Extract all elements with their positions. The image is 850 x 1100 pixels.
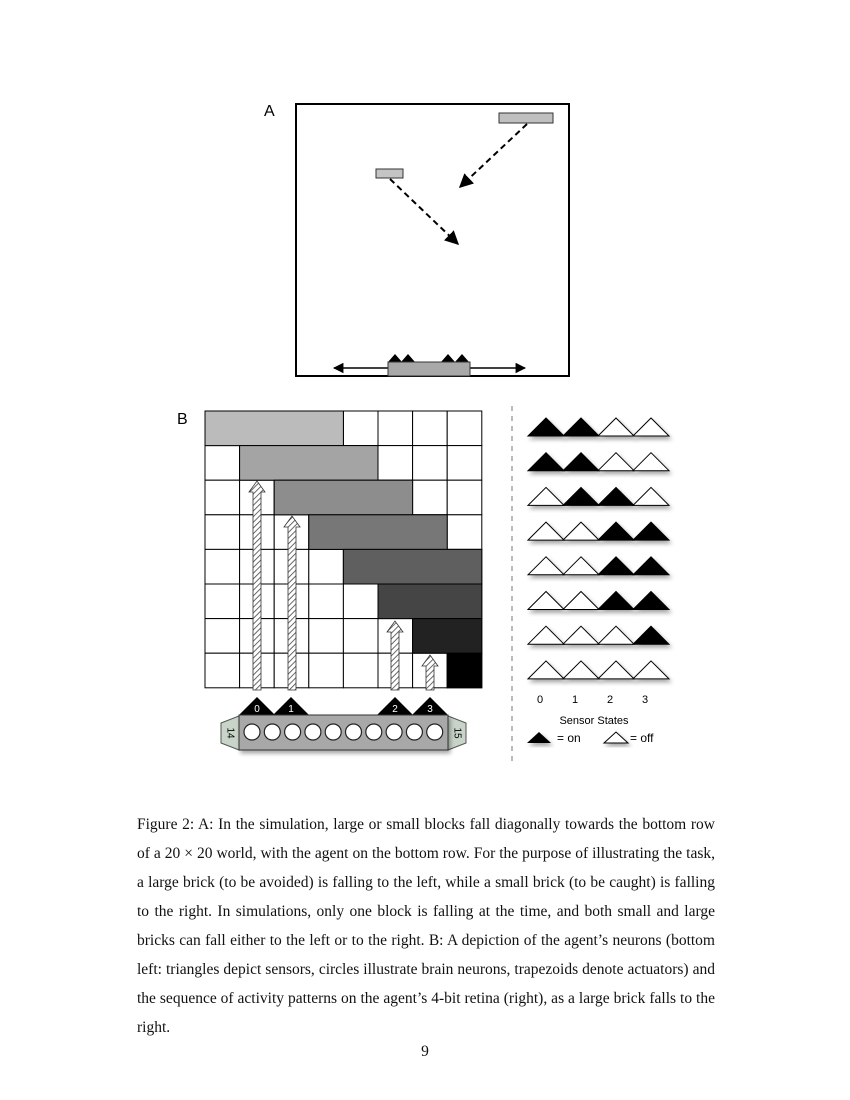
sensor-column-label-2: 2 xyxy=(606,694,614,706)
sensor-state-r7-c1-off xyxy=(563,661,599,679)
sensor-state-r3-c1-off xyxy=(563,522,599,540)
small-block-trajectory-arrow xyxy=(390,179,458,244)
falling-brick-row-4 xyxy=(343,549,481,584)
grid-cell xyxy=(343,584,378,619)
brain-neuron-8 xyxy=(406,724,422,740)
sensor-state-r4-c0-off xyxy=(528,557,564,575)
sensor-state-r7-c2-off xyxy=(598,661,634,679)
sensor-state-r5-c1-off xyxy=(563,592,599,610)
panel-b-label: B xyxy=(177,411,188,428)
paddle-sensor-2 xyxy=(441,354,455,362)
legend-title: Sensor States xyxy=(559,715,629,727)
grid-cell xyxy=(205,549,240,584)
sensor-state-r1-c2-off xyxy=(598,453,634,471)
sensor-state-r2-c2-on xyxy=(598,487,634,505)
sensor-state-r0-c2-off xyxy=(598,418,634,436)
sensor-column-labels xyxy=(537,694,648,706)
brain-neuron-6 xyxy=(366,724,382,740)
falling-brick-row-5 xyxy=(378,584,482,619)
falling-brick-row-2 xyxy=(274,480,412,515)
paddle-sensor-0 xyxy=(388,354,402,362)
grid-cell xyxy=(205,515,240,550)
grid-cell xyxy=(447,411,482,446)
sensor-state-r0-c3-off xyxy=(633,418,669,436)
falling-brick-row-3 xyxy=(309,515,447,550)
figure-caption xyxy=(137,810,715,1042)
sensor-state-r2-c0-off xyxy=(528,487,564,505)
grid-cell xyxy=(447,446,482,481)
sensor-state-r2-c3-off xyxy=(633,487,669,505)
grid-cell xyxy=(205,653,240,688)
sensor-state-r1-c0-on xyxy=(528,453,564,471)
sensor-state-r0-c0-on xyxy=(528,418,564,436)
grid-cell xyxy=(447,515,482,550)
sensor-state-r0-c1-on xyxy=(563,418,599,436)
falling-brick-row-7 xyxy=(447,653,482,688)
grid-cell xyxy=(205,619,240,654)
brain-neuron-9 xyxy=(427,724,443,740)
grid-cell xyxy=(343,619,378,654)
small-block xyxy=(376,169,403,178)
brain-neuron-7 xyxy=(386,724,402,740)
brain-neuron-4 xyxy=(325,724,341,740)
grid-cell xyxy=(343,653,378,688)
paddle-body xyxy=(388,362,470,376)
paddle-sensor-1 xyxy=(401,354,415,362)
sensor-states-grid xyxy=(528,418,669,679)
sensor-state-r3-c0-off xyxy=(528,522,564,540)
sensor-state-r1-c3-off xyxy=(633,453,669,471)
sensor-0-label: 0 xyxy=(254,704,260,715)
agent-brain xyxy=(221,697,466,750)
sensor-state-r3-c2-on xyxy=(598,522,634,540)
sensor-state-r5-c3-on xyxy=(633,592,669,610)
panel-a xyxy=(264,103,569,376)
grid-cell xyxy=(205,446,240,481)
grid-cell xyxy=(309,549,344,584)
panel-b xyxy=(177,406,669,765)
grid-cell xyxy=(413,446,448,481)
grid-cell xyxy=(343,411,378,446)
sensor-state-r7-c0-off xyxy=(528,661,564,679)
sensor-state-r2-c1-on xyxy=(563,487,599,505)
sensor-state-r7-c3-off xyxy=(633,661,669,679)
sensor-state-r5-c0-off xyxy=(528,592,564,610)
large-block-trajectory-arrow xyxy=(460,124,527,187)
sensor-state-r4-c2-on xyxy=(598,557,634,575)
grid-cell xyxy=(205,584,240,619)
grid-cell xyxy=(309,584,344,619)
sensor-state-r1-c1-on xyxy=(563,453,599,471)
paddle-sensor-3 xyxy=(455,354,469,362)
falling-brick-row-6 xyxy=(413,619,482,654)
grid-cell xyxy=(205,480,240,515)
grid-cell xyxy=(378,446,413,481)
brick-fall-grid xyxy=(205,411,482,688)
brain-neuron-1 xyxy=(264,724,280,740)
sensor-1-label: 1 xyxy=(288,704,294,715)
agent-paddle xyxy=(334,354,525,376)
actuator-15-label: 15 xyxy=(451,727,463,739)
actuator-14-label: 14 xyxy=(224,727,236,739)
sensor-column-label-0: 0 xyxy=(536,694,544,706)
sensor-column-label-3: 3 xyxy=(641,694,649,706)
sensor-state-r3-c3-on xyxy=(633,522,669,540)
brain-neuron-5 xyxy=(346,724,362,740)
world-frame xyxy=(296,104,569,376)
grid-cell xyxy=(378,411,413,446)
sensor-state-r5-c2-on xyxy=(598,592,634,610)
grid-cell xyxy=(309,619,344,654)
sensor-state-r4-c3-on xyxy=(633,557,669,575)
grid-cell xyxy=(413,411,448,446)
falling-brick-row-0 xyxy=(205,411,343,446)
legend-on-icon xyxy=(527,732,551,743)
falling-brick-row-1 xyxy=(240,446,378,481)
caption-text: Figure 2: A: In the simulation, large or small blocks fall diagonally towards the bottom row of a 20 × 20 world, with the agent on the bottom row. For the purpose of illustrating the task, a large brick (to be avoided) is falling to the left, while a small brick (to be caught) is falling to the right. In simulations, only one block is falling at the time, and both small and large bricks can fall either to the left or to the right. B: A depiction of the agent’s neurons (bottom left: triangles depict sensors, circles illustrate brain neurons, trapezoids denote actuators) and the sequence of activity patterns on the agent’s 4-bit retina (right), as a large brick falls to the right. xyxy=(137,816,715,1036)
sensor-2-label: 2 xyxy=(392,704,398,715)
grid-cell xyxy=(413,480,448,515)
page-number: 9 xyxy=(421,1043,429,1060)
brain-neuron-0 xyxy=(244,724,260,740)
grid-cell xyxy=(447,480,482,515)
sensor-3-label: 3 xyxy=(427,704,433,715)
grid-cell xyxy=(309,653,344,688)
sensor-state-r6-c3-on xyxy=(633,626,669,644)
large-block xyxy=(499,113,553,123)
brain-neuron-3 xyxy=(305,724,321,740)
legend-off-label: = off xyxy=(630,731,654,745)
sensor-state-r4-c1-off xyxy=(563,557,599,575)
sensor-state-r6-c2-off xyxy=(598,626,634,644)
panel-a-label: A xyxy=(264,103,275,120)
brain-neuron-2 xyxy=(285,724,301,740)
sensor-state-r6-c0-off xyxy=(528,626,564,644)
sensor-column-label-1: 1 xyxy=(571,694,579,706)
legend-off-icon xyxy=(604,732,628,743)
sensor-state-r6-c1-off xyxy=(563,626,599,644)
legend-on-label: = on xyxy=(557,731,581,745)
